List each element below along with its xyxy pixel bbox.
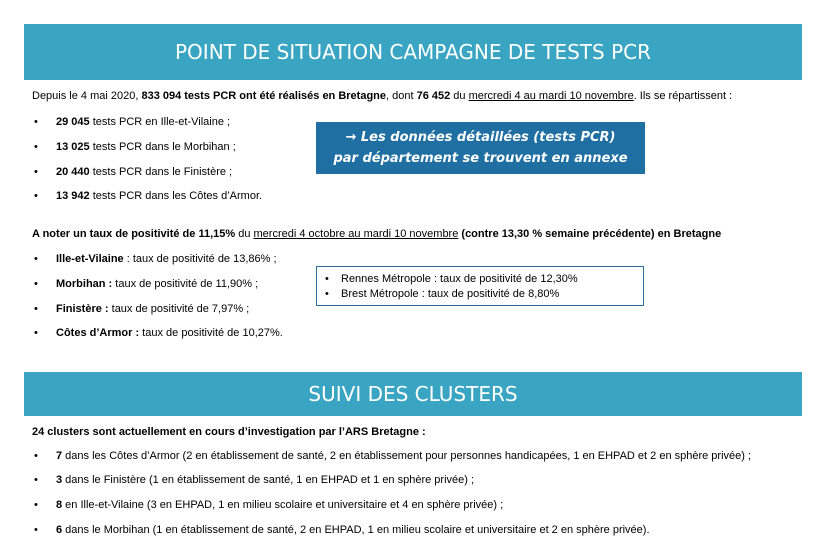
bullet-icon: • [34,278,38,290]
item-text: en Ille-et-Vilaine (3 en EHPAD, 1 en milieu scolaire et universitaire et 4 en sphère privée) ; [62,499,504,511]
metro-positivity-box [316,266,644,306]
item-number: 3 [56,474,63,486]
item-text: tests PCR en Ille-et-Vilaine ; [89,116,231,128]
bullet-icon: • [34,253,38,265]
annex-callout [316,122,645,174]
bullet-icon: • [34,141,38,153]
positivity-region: en Bretagne [654,228,722,240]
pcr-intro-part: du [450,90,469,102]
bullet-icon: • [34,450,38,462]
pcr-intro-period: mercredi 4 au mardi 10 novembre [468,90,634,102]
item-dept: Morbihan : [56,278,113,290]
pcr-title-text: POINT DE SITUATION CAMPAGNE DE TESTS PCR [175,40,651,64]
item-text: dans les Côtes d’Armor (2 en établissement de santé, 2 en établissement pour personnes handicapées, 1 en EHPAD et 2 en sphère privée) ; [62,450,752,462]
item-number: 8 [56,499,63,511]
positivity-rate: A noter un taux de positivité de 11,15% [32,228,236,240]
item-text: taux de positivité de 7,97% ; [108,303,250,315]
annex-line-2: par département se trouvent en annexe [333,151,628,166]
bullet-icon: • [34,166,38,178]
bullet-icon: • [34,190,38,202]
item-text: tests PCR dans le Finistère ; [89,166,233,178]
clusters-intro: 24 clusters sont actuellement en cours d’investigation par l’ARS Bretagne : [32,426,426,438]
item-text: dans le Finistère (1 en établissement de santé, 1 en EHPAD et 1 en sphère privée) ; [62,474,475,486]
bullet-icon: • [325,288,329,300]
clusters-title-text: SUIVI DES CLUSTERS [308,382,518,406]
bullet-icon: • [34,303,38,315]
positivity-period: mercredi 4 octobre au mardi 10 novembre [253,228,459,240]
item-dept: Ille-et-Vilaine [56,253,124,265]
bullet-icon: • [34,474,38,486]
pcr-section-title [24,24,802,80]
item-text: dans le Morbihan (1 en établissement de santé, 2 en EHPAD, 1 en milieu scolaire et universitaire et 2 en sphère privée). [62,524,650,536]
bullet-icon: • [34,327,38,339]
item-dept: Finistère : [56,303,109,315]
pcr-intro-part: , dont [386,90,417,102]
positivity-part: du [235,228,254,240]
item-number: 6 [56,524,63,536]
pcr-intro-part: . Ils se répartissent : [633,90,733,102]
item-number: 13 025 [56,141,90,153]
pcr-intro-week-count: 76 452 [416,90,451,102]
item-number: 13 942 [56,190,90,202]
metro-text: Rennes Métropole : taux de positivité de 12,30% [341,273,578,285]
item-number: 20 440 [56,166,90,178]
pcr-intro-total: 833 094 tests PCR ont été réalisés en Bretagne [141,90,387,102]
item-number: 7 [56,450,63,462]
item-text: tests PCR dans le Morbihan ; [89,141,236,153]
item-text: taux de positivité de 11,90% ; [112,278,259,290]
positivity-intro [32,228,721,240]
bullet-icon: • [34,116,38,128]
bullet-icon: • [34,499,38,511]
item-text: taux de positivité de 10,27%. [139,327,283,339]
metro-text: Brest Métropole : taux de positivité de 8,80% [341,288,560,300]
annex-line-1: → Les données détaillées (tests PCR) [345,130,616,145]
pcr-intro [32,90,732,102]
clusters-section-title [24,372,802,416]
bullet-icon: • [34,524,38,536]
item-text: tests PCR dans les Côtes d’Armor. [89,190,263,202]
pcr-intro-part: Depuis le 4 mai 2020, [32,90,142,102]
bullet-icon: • [325,273,329,285]
positivity-comparison: (contre 13,30 % semaine précédente) [458,228,655,240]
item-dept: Côtes d’Armor : [56,327,140,339]
item-text: : taux de positivité de 13,86% ; [123,253,277,265]
item-number: 29 045 [56,116,90,128]
